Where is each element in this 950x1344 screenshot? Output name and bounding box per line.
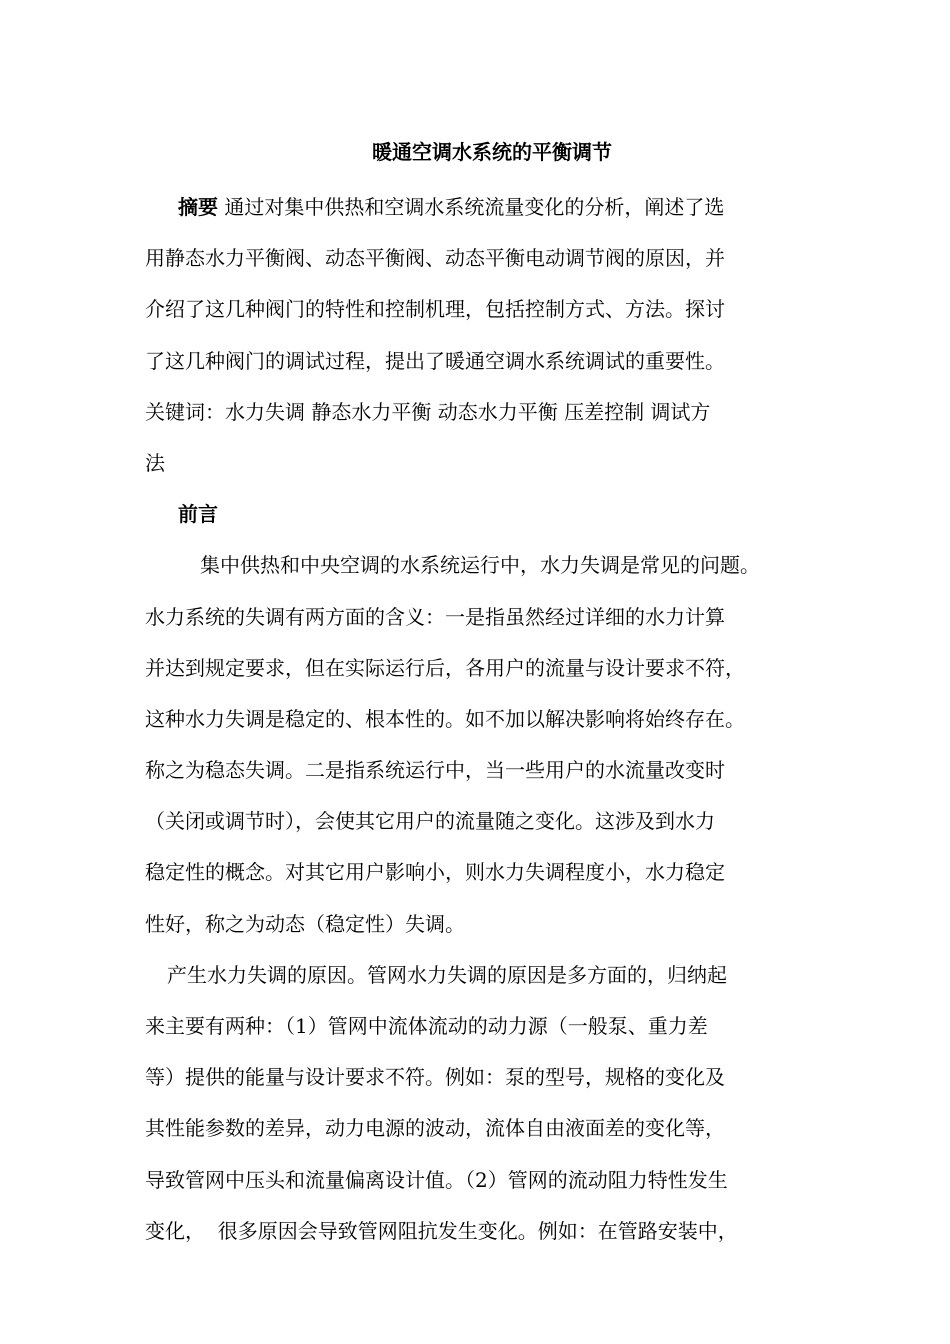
preface-heading: 前言 xyxy=(178,502,218,527)
preface-paragraph2-line: 来主要有两种：（1）管网中流体流动的动力源（一般泵、重力差 xyxy=(145,1014,708,1038)
preface-paragraph2-line: 其性能参数的差异，动力电源的波动，流体自由液面差的变化等， xyxy=(145,1116,725,1141)
preface-paragraph1-line: 水力系统的失调有两方面的含义：一是指虽然经过详细的水力计算 xyxy=(145,604,725,629)
document-title: 暖通空调水系统的平衡调节 xyxy=(372,140,612,164)
abstract-text: 通过对集中供热和空调水系统流量变化的分析，阐述了选 xyxy=(218,195,725,219)
preface-paragraph1-line: 集中供热和中央空调的水系统运行中，水力失调是常见的问题。 xyxy=(200,553,760,578)
document-body xyxy=(145,182,810,1257)
preface-paragraph1-line: 并达到规定要求，但在实际运行后，各用户的流量与设计要求不符， xyxy=(145,655,745,680)
preface-paragraph2-line: 导致管网中压头和流量偏离设计值。（2）管网的流动阻力特性发生 xyxy=(145,1167,728,1192)
keywords-line-1: 关键词：水力失调 静态水力平衡 动态水力平衡 压差控制 调试方 xyxy=(145,399,711,424)
abstract-label: 摘要 xyxy=(178,195,218,219)
abstract-line-3: 介绍了这几种阀门的特性和控制机理，包括控制方式、方法。探讨 xyxy=(145,297,725,322)
preface-paragraph1-line: （关闭或调节时），会使其它用户的流量随之变化。这涉及到水力 xyxy=(145,809,715,834)
keywords-line-2: 法 xyxy=(145,450,165,475)
preface-paragraph1-line: 性好，称之为动态（稳定性）失调。 xyxy=(145,911,465,936)
abstract-line-1 xyxy=(145,182,810,233)
preface-paragraph1-line: 稳定性的概念。对其它用户影响小，则水力失调程度小，水力稳定 xyxy=(145,860,725,885)
abstract-line-4: 了这几种阀门的调试过程，提出了暖通空调水系统调试的重要性。 xyxy=(145,348,725,373)
abstract-line-2: 用静态水力平衡阀、动态平衡阀、动态平衡电动调节阀的原因，并 xyxy=(145,246,725,271)
preface-paragraph2-line: 等）提供的能量与设计要求不符。例如：泵的型号，规格的变化及 xyxy=(145,1065,725,1090)
preface-paragraph2-line: 变化， 很多原因会导致管网阻抗发生变化。例如：在管路安装中， xyxy=(145,1218,738,1243)
preface-paragraph2-line: 产生水力失调的原因。管网水力失调的原因是多方面的，归纳起 xyxy=(167,962,727,987)
preface-paragraph1-line: 称之为稳态失调。二是指系统运行中，当一些用户的水流量改变时 xyxy=(145,758,725,783)
preface-paragraph1-line: 这种水力失调是稳定的、根本性的。如不加以解决影响将始终存在。 xyxy=(145,706,745,731)
